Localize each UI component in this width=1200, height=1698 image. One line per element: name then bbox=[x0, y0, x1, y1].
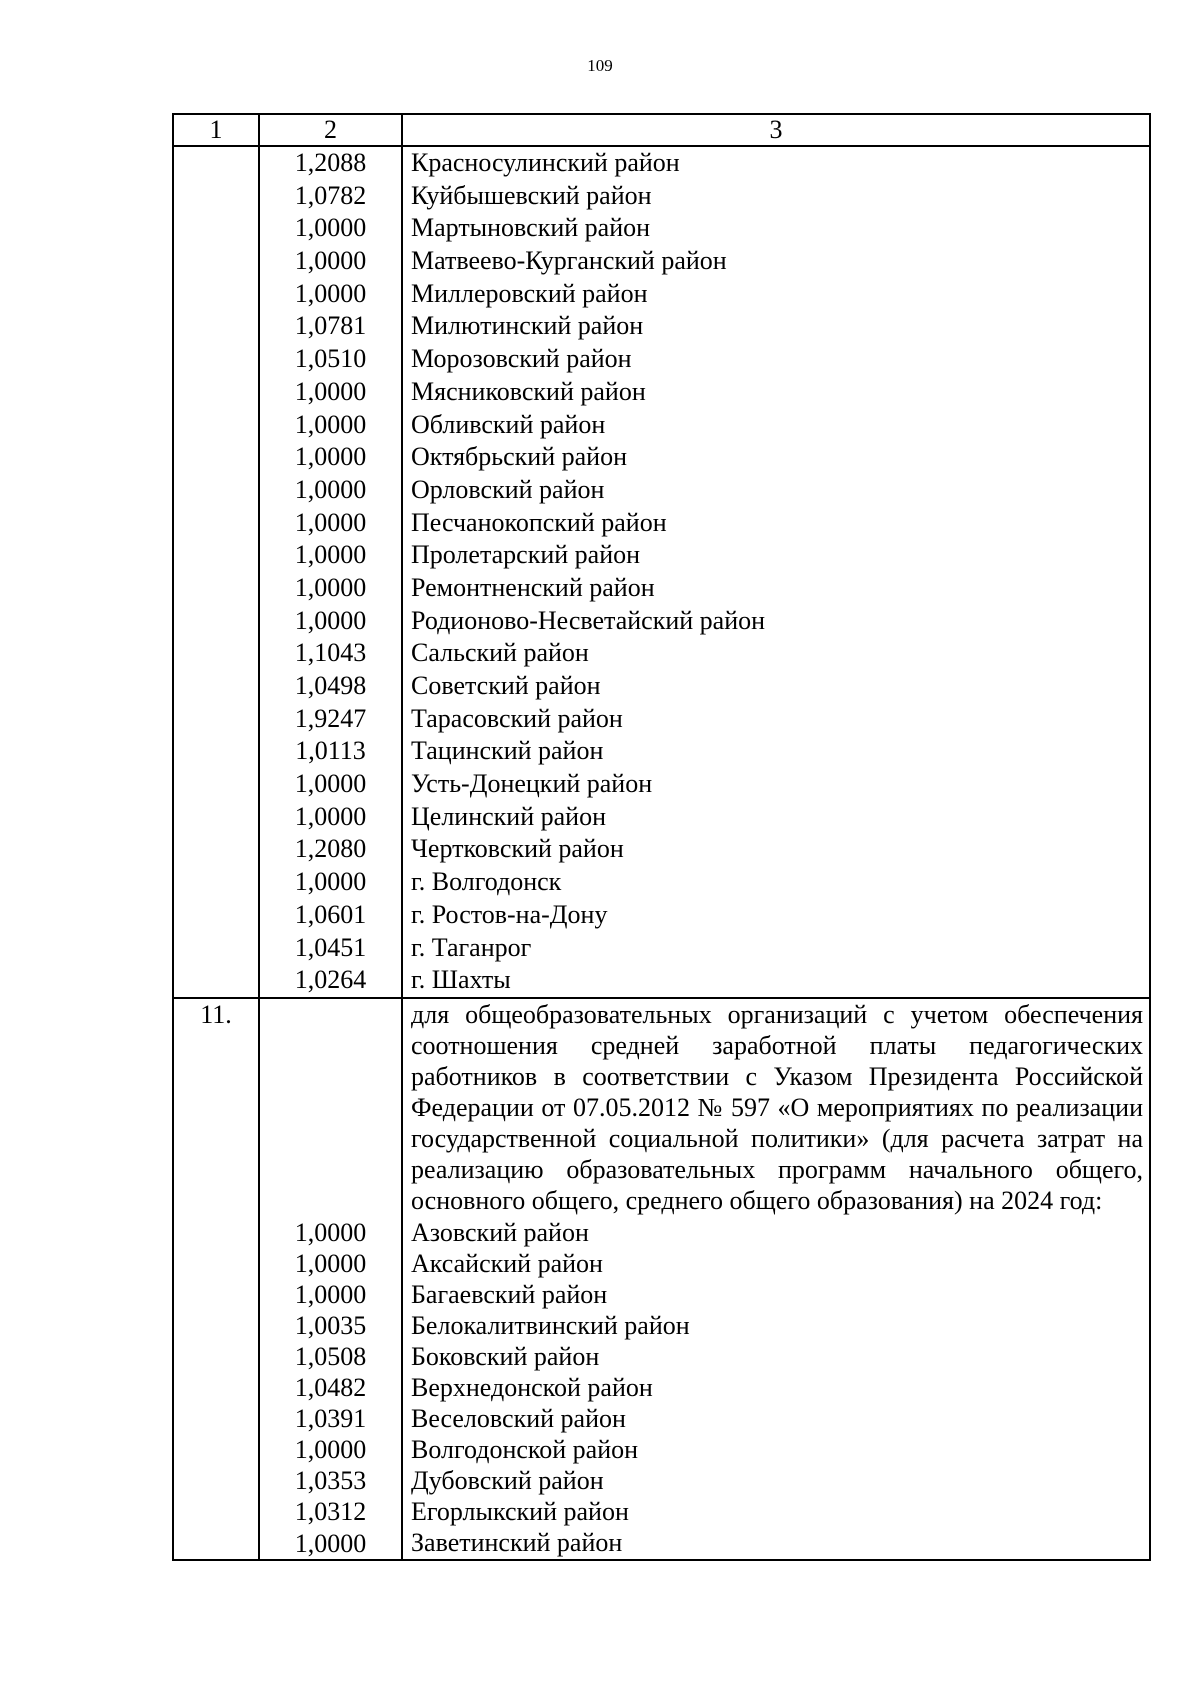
coefficient-value: 1,0035 bbox=[294, 1310, 367, 1340]
district-name: Азовский район bbox=[411, 1217, 589, 1247]
district-name: Аксайский район bbox=[411, 1248, 603, 1278]
coefficients-table bbox=[172, 113, 1151, 1561]
coefficient-value: 1,0000 bbox=[294, 605, 367, 635]
coefficient-value: 1,0000 bbox=[294, 246, 367, 276]
coefficient-value: 1,0000 bbox=[294, 213, 367, 243]
district-names bbox=[402, 998, 1150, 1560]
district-name: Родионово-Несветайский район bbox=[411, 605, 766, 635]
coefficient-value: 1,0391 bbox=[294, 1404, 367, 1434]
coefficient-value: 1,2080 bbox=[294, 834, 367, 864]
district-name: Милютинский район bbox=[411, 311, 644, 341]
coefficient-value: 1,0601 bbox=[294, 899, 367, 929]
district-name: Мясниковский район bbox=[411, 376, 646, 406]
district-name: г. Волгодонск bbox=[411, 867, 562, 897]
header-col-2: 2 bbox=[259, 114, 402, 146]
district-name: Егорлыкский район bbox=[411, 1497, 629, 1527]
coefficient-value: 1,0264 bbox=[294, 965, 367, 995]
district-name: Красносулинский район bbox=[411, 148, 680, 177]
district-name: Тарасовский район bbox=[411, 703, 623, 733]
coefficient-value: 1,0498 bbox=[294, 671, 367, 700]
page-number: 109 bbox=[587, 56, 613, 75]
district-name: Заветинский район bbox=[411, 1528, 623, 1558]
district-name: г. Таганрог bbox=[411, 932, 532, 962]
coefficient-values bbox=[259, 146, 402, 998]
district-name: Морозовский район bbox=[411, 344, 632, 374]
coefficient-values bbox=[259, 998, 402, 1560]
coefficient-value: 1,0000 bbox=[294, 1248, 367, 1278]
district-name: Боковский район bbox=[411, 1341, 600, 1371]
district-name: Целинский район bbox=[411, 801, 606, 831]
coefficient-value: 1,0000 bbox=[294, 801, 367, 831]
district-name: Верхнедонской район bbox=[411, 1373, 653, 1402]
row-number bbox=[173, 146, 259, 998]
coefficient-value: 1,0000 bbox=[294, 1279, 367, 1309]
district-name: Веселовский район bbox=[411, 1404, 626, 1434]
coefficient-value: 1,0000 bbox=[294, 442, 367, 472]
district-name: Усть-Донецкий район bbox=[411, 769, 653, 799]
district-name: г. Шахты bbox=[411, 965, 511, 995]
coefficient-value: 1,0000 bbox=[294, 1435, 367, 1465]
table-row bbox=[173, 146, 1150, 998]
district-name: Сальский район bbox=[411, 638, 589, 668]
district-name: Куйбышевский район bbox=[411, 180, 652, 210]
district-name: Белокалитвинский район bbox=[411, 1310, 690, 1340]
district-name: Мартыновский район bbox=[411, 213, 651, 243]
coefficient-value: 1,0000 bbox=[294, 507, 367, 537]
coefficient-value: 1,2088 bbox=[294, 148, 367, 177]
district-name: Пролетарский район bbox=[411, 540, 641, 570]
coefficient-value: 1,9247 bbox=[294, 703, 367, 733]
coefficient-value: 1,0000 bbox=[294, 474, 367, 504]
coefficient-value: 1,0000 bbox=[294, 278, 367, 308]
district-names bbox=[402, 146, 1150, 998]
district-name: Обливский район bbox=[411, 409, 606, 439]
district-name: Багаевский район bbox=[411, 1279, 608, 1309]
table-header-row bbox=[173, 114, 1150, 146]
coefficient-value: 1,0000 bbox=[294, 409, 367, 439]
row-number: 11. bbox=[173, 998, 259, 1560]
header-col-1: 1 bbox=[173, 114, 259, 146]
coefficient-value: 1,0482 bbox=[294, 1373, 367, 1403]
header-col-3: 3 bbox=[402, 114, 1150, 146]
district-name: Орловский район bbox=[411, 474, 605, 504]
district-name: Октябрьский район bbox=[411, 442, 627, 472]
coefficient-value: 1,0451 bbox=[294, 932, 367, 962]
district-name: Волгодонской район bbox=[411, 1435, 639, 1465]
coefficient-value: 1,0312 bbox=[294, 1497, 367, 1527]
coefficient-value: 1,0113 bbox=[295, 736, 366, 766]
coefficient-value: 1,0000 bbox=[294, 1528, 367, 1558]
coefficient-value: 1,0353 bbox=[294, 1466, 367, 1496]
description-spacer bbox=[260, 999, 401, 1217]
district-name: Песчанокопский район bbox=[411, 507, 667, 537]
coefficient-value: 1,0000 bbox=[294, 376, 367, 406]
group-description: для общеобразовательных организаций с учетом обеспечения соотношения средней заработной платы педагогических работников в соответствии с Указом Президента Российской Федерации от 07.05.2012 № 597 «О мероприятиях по реализации государственной социальной политики» (для расчета затрат на реализацию образовательных программ начального общего, основного общего, среднего общего образования) на 2024 год: bbox=[411, 999, 1143, 1216]
coefficient-value: 1,0000 bbox=[294, 1217, 367, 1247]
coefficient-value: 1,0000 bbox=[294, 540, 367, 570]
coefficient-value: 1,0000 bbox=[294, 867, 367, 897]
district-name: Миллеровский район bbox=[411, 278, 648, 308]
district-name: Матвеево-Курганский район bbox=[411, 246, 727, 276]
district-name: Тацинский район bbox=[411, 736, 604, 766]
district-name: Чертковский район bbox=[411, 834, 624, 864]
district-name: Дубовский район bbox=[411, 1466, 604, 1496]
coefficient-value: 1,0000 bbox=[294, 769, 367, 799]
coefficient-value: 1,0000 bbox=[294, 572, 367, 602]
coefficient-value: 1,1043 bbox=[294, 638, 367, 668]
coefficient-value: 1,0782 bbox=[294, 180, 367, 210]
district-name: Советский район bbox=[411, 671, 601, 700]
district-name: г. Ростов-на-Дону bbox=[411, 899, 608, 929]
coefficient-value: 1,0508 bbox=[294, 1341, 367, 1371]
district-name: Ремонтненский район bbox=[411, 572, 655, 602]
coefficient-value: 1,0510 bbox=[294, 344, 367, 374]
coefficient-value: 1,0781 bbox=[294, 311, 367, 341]
table-row bbox=[173, 998, 1150, 1560]
